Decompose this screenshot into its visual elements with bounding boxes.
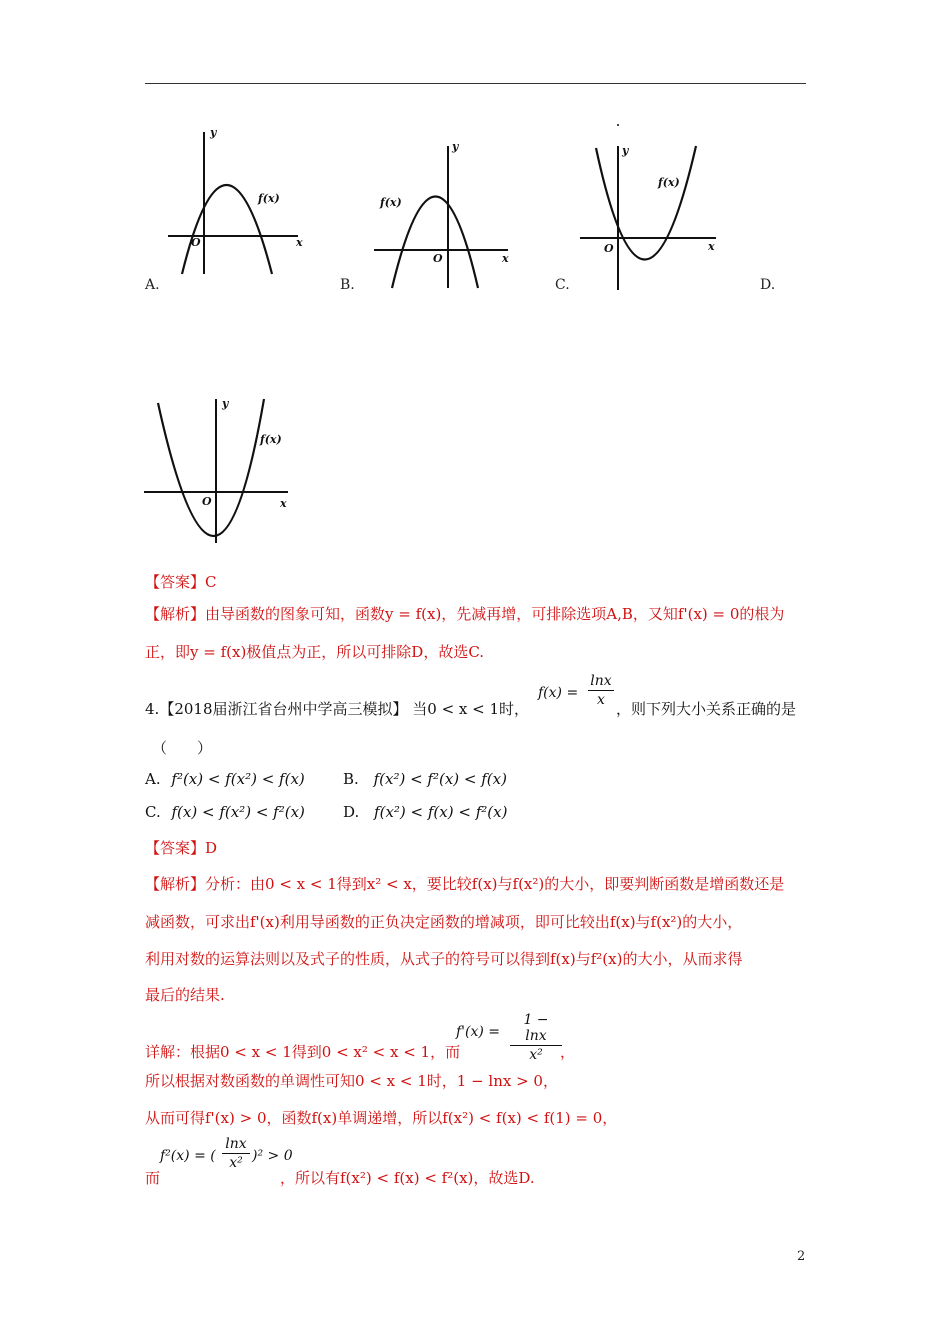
answer-value: C: [205, 573, 217, 591]
graph-option-c: [578, 142, 728, 292]
x-axis-label: x: [296, 236, 303, 249]
option-a-label: A.: [145, 770, 161, 788]
q4-analysis-line-3: 利用对数的运算法则以及式子的性质，从式子的符号可以得到f(x)与f²(x)的大小，从而求得: [145, 950, 743, 968]
func-lhs: f(x) =: [538, 685, 579, 701]
analysis-text: 由导函数的图象可知，函数y = f(x)，先减再增，可排除选项A,B，又知f'(x) = 0的根为: [205, 605, 785, 623]
q4-option-d: [343, 803, 507, 821]
y-axis-label: y: [222, 397, 229, 410]
derivative-numerator: 1 − lnx: [523, 1012, 549, 1044]
y-axis-label: y: [622, 144, 629, 157]
fraction-bar: [588, 690, 614, 691]
option-d-label: D.: [343, 803, 360, 821]
answer-value: D: [205, 839, 218, 857]
function-label: f(x): [258, 192, 280, 205]
origin-label: O: [191, 236, 201, 249]
q3-analysis-line-1: [145, 603, 784, 624]
function-label: f(x): [260, 433, 282, 446]
q4-stem: [145, 698, 529, 719]
q4-detail-line-3: 从而可得f'(x) > 0，函数f(x)单调递增，所以f(x²) < f(x) < f(1) = 0，: [145, 1109, 618, 1127]
graph-option-d: [140, 395, 300, 550]
q4-answer-line: [145, 837, 217, 858]
x-axis-label: x: [502, 252, 509, 265]
function-label: f(x): [380, 196, 402, 209]
option-b-label: B.: [340, 277, 355, 293]
option-c-label: C.: [145, 803, 161, 821]
q4-option-c: [145, 803, 305, 821]
q4-detail-line-5-end: ，所以有f(x²) < f(x) < f²(x)，故选D.: [280, 1169, 535, 1187]
q4-detail-line-1: 详解：根据0 < x < 1得到0 < x² < x < 1，而: [145, 1043, 461, 1061]
analysis-label: 【解析】: [145, 605, 206, 623]
derivative-denominator: x²: [529, 1047, 543, 1063]
q3-answer-line: [145, 571, 217, 592]
q4-analysis-line-1: [145, 873, 784, 894]
option-a-text: f²(x) < f(x²) < f(x): [171, 770, 305, 788]
stray-dot: [617, 124, 619, 126]
function-label: f(x): [658, 176, 680, 189]
analysis-label: 【解析】: [145, 875, 206, 893]
q4-option-b: [343, 770, 507, 788]
question-number: 4.: [145, 700, 160, 718]
square-denominator: x²: [229, 1155, 243, 1171]
graph-option-a: [160, 124, 310, 279]
header-rule: [145, 83, 806, 84]
page-number: 2: [797, 1249, 806, 1264]
question-source: 【2018届浙江省台州中学高三模拟】: [159, 700, 408, 718]
option-d-label: D.: [760, 277, 776, 293]
fraction-bar: [510, 1045, 562, 1046]
option-c-label: C.: [555, 277, 570, 293]
x-axis-label: x: [708, 240, 715, 253]
q4-analysis-line-2: 减函数，可求出f'(x)利用导函数的正负决定函数的增减项，即可比较出f(x)与f(x²)的大小，: [145, 913, 743, 931]
option-b-text: f(x²) < f²(x) < f(x): [373, 770, 507, 788]
question-stem-a: 当0 < x < 1时，: [412, 700, 530, 718]
origin-label: O: [202, 495, 212, 508]
func-numerator: lnx: [590, 673, 612, 689]
option-c-text: f(x) < f(x²) < f²(x): [171, 803, 305, 821]
q4-analysis-line-4: 最后的结果.: [145, 986, 225, 1004]
q4-option-a: [145, 770, 305, 788]
q4-detail-line-1-end: ，: [560, 1043, 576, 1061]
answer-label: 【答案】: [145, 839, 206, 857]
q4-detail-line-5-start: 而: [145, 1169, 161, 1187]
question-stem-b: ，则下列大小关系正确的是: [616, 700, 797, 718]
answer-blank: （ ）: [152, 739, 213, 757]
square-rhs: )² > 0: [252, 1148, 293, 1164]
y-axis-label: y: [452, 140, 459, 153]
square-numerator: lnx: [225, 1136, 247, 1152]
q4-detail-line-2: 所以根据对数函数的单调性可知0 < x < 1时，1 − lnx > 0，: [145, 1072, 558, 1090]
option-a-label: A.: [145, 277, 160, 293]
x-axis-label: x: [280, 497, 287, 510]
option-d-text: f(x²) < f(x) < f²(x): [374, 803, 508, 821]
answer-label: 【答案】: [145, 573, 206, 591]
origin-label: O: [604, 242, 614, 255]
y-axis-label: y: [210, 126, 217, 139]
derivative-lhs: f'(x) =: [456, 1024, 501, 1040]
func-denominator: x: [597, 692, 605, 708]
graph-option-b: [370, 140, 520, 290]
origin-label: O: [433, 252, 443, 265]
option-b-label: B.: [343, 770, 359, 788]
q3-analysis-line-2: 正，即y = f(x)极值点为正，所以可排除D，故选C.: [145, 643, 485, 661]
fraction-bar: [222, 1153, 250, 1154]
analysis-text: 分析：由0 < x < 1得到x² < x，要比较f(x)与f(x²)的大小，即要判断函数是增函数还是: [205, 875, 785, 893]
square-lhs: f²(x) = (: [160, 1148, 216, 1164]
